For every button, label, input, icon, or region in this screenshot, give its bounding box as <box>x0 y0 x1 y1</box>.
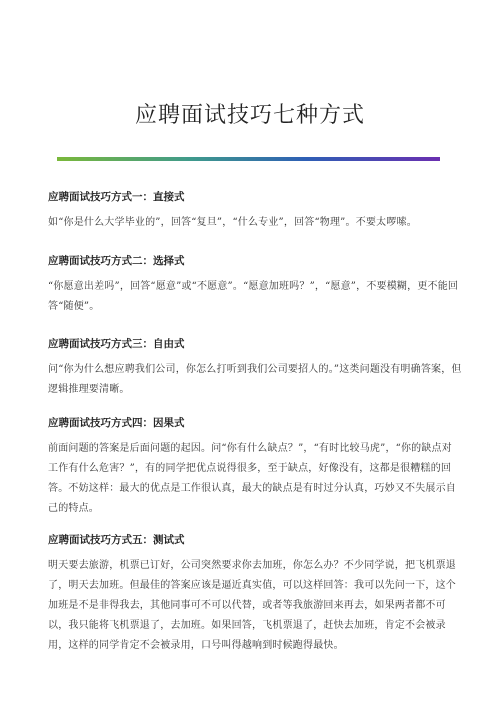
section-1 <box>48 187 462 233</box>
section-heading: 应聘面试技巧方式四：因果式 <box>48 417 185 429</box>
document-title: 应聘面试技巧七种方式 <box>134 103 365 128</box>
title-divider <box>57 157 440 161</box>
section-5 <box>48 530 462 656</box>
section-2 <box>48 251 462 317</box>
section-body: 问“你为什么想应聘我们公司，你怎么打听到我们公司要招人的。”这类问题没有明确答案，但逻辑推理要清晰。 <box>48 364 462 395</box>
section-body: 前面问题的答案是后面问题的起因。问“你有什么缺点？”，“有时比较马虎”，“你的缺点对工作有什么危害？”，有的同学把优点说得很多，至于缺点，好像没有，这都是很糟糕的回答。不妨这样：最大的优点是工作很认真，最大的缺点是有时过分认真，巧妙又不失展示自己的特点。 <box>48 443 456 514</box>
section-heading: 应聘面试技巧方式二：选择式 <box>48 255 185 267</box>
section-body: 如“你是什么大学毕业的”，回答“复旦”，“什么专业”，回答“物理”。不要太啰嗦。 <box>48 217 417 228</box>
section-body: “你愿意出差吗”，回答“愿意”或“不愿意”。“愿意加班吗？”，“愿意”，不要模糊，更不能回答“随便”。 <box>48 281 459 312</box>
section-3 <box>48 334 462 400</box>
section-4 <box>48 413 462 519</box>
section-body: 明天要去旅游，机票已订好，公司突然要求你去加班，你怎么办？不少同学说，把飞机票退了，明天去加班。但最佳的答案应该是逼近真实值，可以这样回答：我可以先问一下，这个加班是不是非得我去，其他同事可不可以代替，或者等我旅游回来再去，如果两者都不可以，我只能将飞机票退了，去加班。如果回答，飞机票退了，赶快去加班，肯定不会被录用，这样的同学肯定不会被录用，口号叫得越响到时候跑得最快。 <box>48 560 456 651</box>
section-heading: 应聘面试技巧方式一：直接式 <box>48 191 185 203</box>
section-heading: 应聘面试技巧方式五：测试式 <box>48 534 185 546</box>
section-heading: 应聘面试技巧方式三：自由式 <box>48 338 185 350</box>
